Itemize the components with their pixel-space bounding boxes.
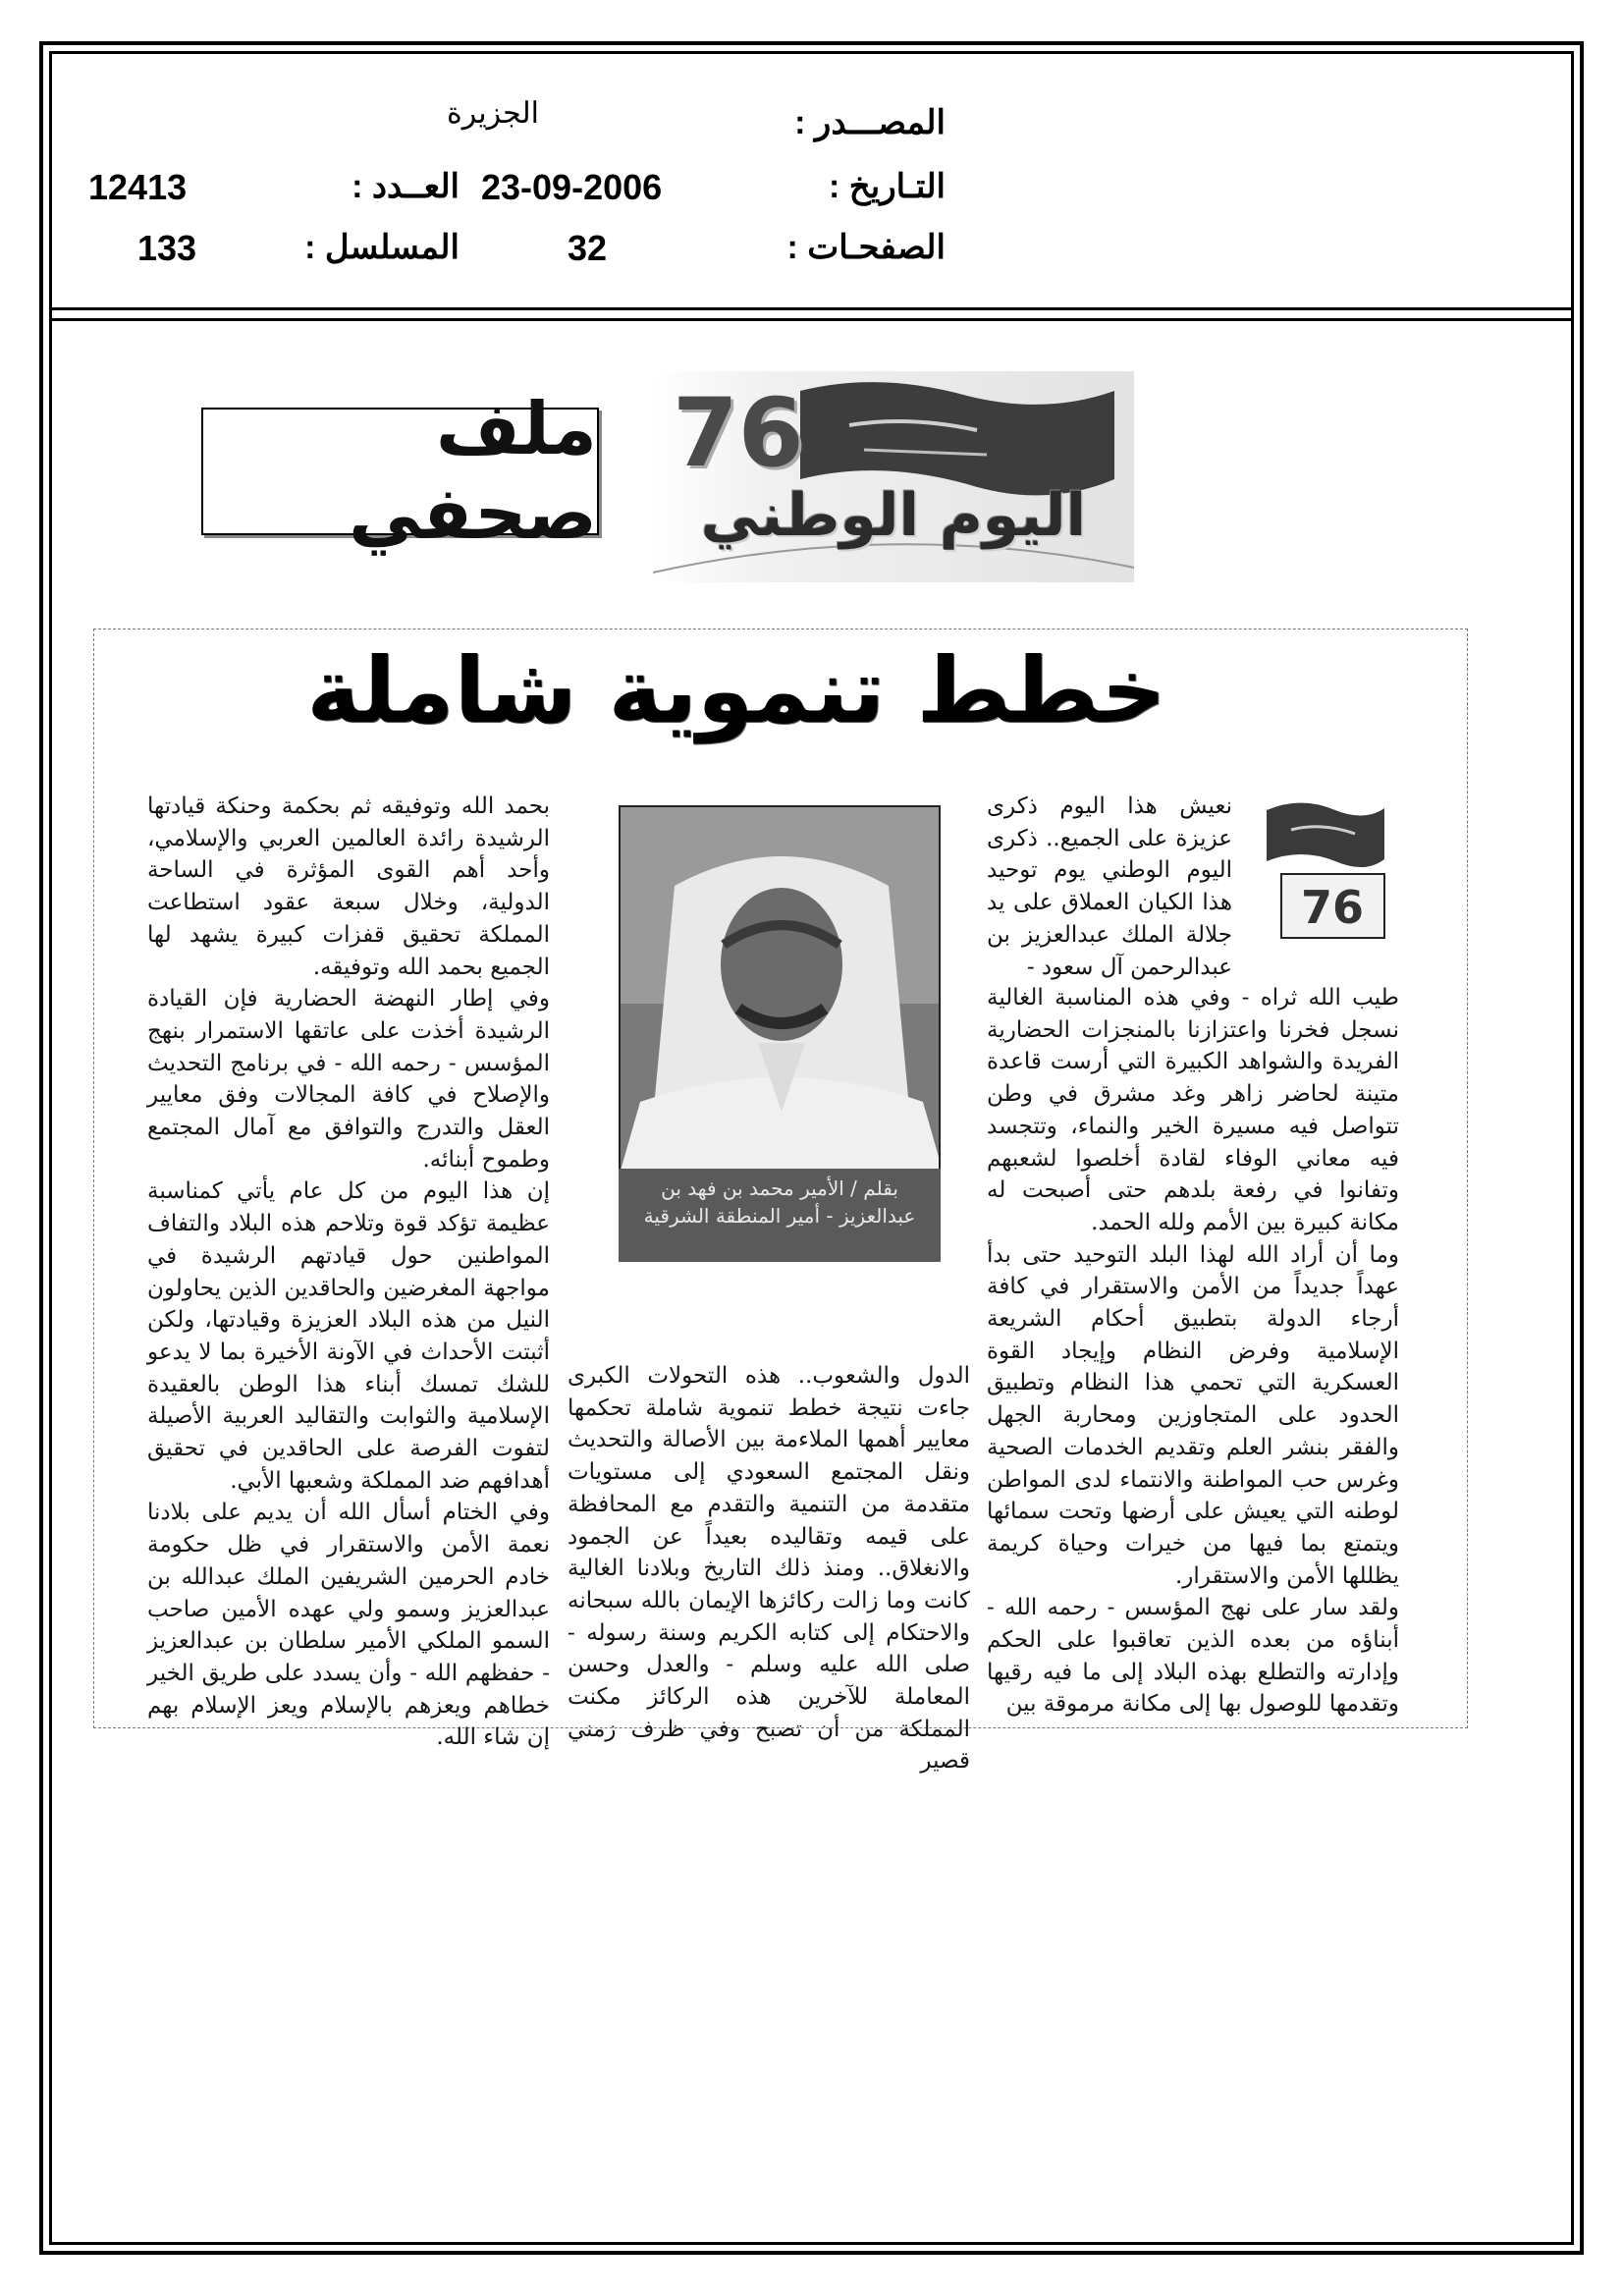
serial-label: المسلسل : (304, 229, 460, 266)
press-file-label: ملف صحفي (349, 387, 597, 556)
pages-label: الصفحـات : (786, 229, 946, 266)
column-left (147, 791, 550, 1754)
national-day-number: 76 (673, 378, 804, 488)
issue-label: العــدد : (352, 168, 460, 205)
paragraph: وفي إطار النهضة الحضارية فإن القيادة الرشيدة أخذت على عاتقها الاستمرار بنهج المؤسس - رحمه الله - في برنامج التحديث والإصلاح في كافة المجالات وفق معايير العقل والتدرج والتوافق مع آمال المجتمع وطموح أبنائه. (147, 986, 550, 1173)
national-day-title: اليوم الوطني (700, 481, 1087, 550)
issue-value: 12413 (88, 167, 188, 207)
paragraph: بحمد الله وتوفيقه ثم بحكمة وحنكة قيادتها الرشيدة رائدة العالمين العربي والإسلامي، وأحد أهم القوى المؤثرة في الساحة الدولية، وخلال سبعة عقود استطاعت المملكة تحقيق قفزات كبيرة يشهد لها الجميع بحمد الله وتوفيقه. (147, 793, 550, 980)
date-label: التـاريخ : (829, 168, 946, 205)
serial-value: 133 (137, 228, 197, 268)
author-byline: بقلم / الأمير محمد بن فهد بن عبدالعزيز - أمير المنطقة الشرقية (619, 1169, 941, 1262)
paragraph: وفي الختام أسأل الله أن يديم على بلادنا نعمة الأمن والاستقرار في ظل حكومة خادم الحرمين الشريفين الملك عبدالله بن عبدالعزيز وسمو ولي عهده الأمين صاحب السمو الملكي الأمير سلطان بن عبدالعزيز - حفظهم الله - وأن يسدد على طريق الخير خطاهم ويعزهم بالإسلام ويعز الإسلام بهم إن شاء الله. (147, 1500, 550, 1751)
column-right (987, 982, 1399, 1721)
header-divider-inner (49, 318, 1574, 321)
paragraph: طيب الله ثراه - وفي هذه المناسبة الغالية نسجل فخرنا واعتزازنا بالمنجزات الحضارية الفريدة والشواهد الكبيرة التي أرست قاعدة متينة لحاضر زاهر وغد مشرق في وطن تتواصل فيه مسيرة الخير والنماء، وتتجسد فيه معاني الوفاء لقادة أخلصوا لشعبهم وتفانوا في رفعة بلدهم حتى أصبحت له مكانة كبيرة بين الأمم ولله الحمد. (987, 985, 1399, 1235)
flag-number: 76 (1300, 881, 1365, 934)
paragraph: إن هذا اليوم من كل عام يأتي كمناسبة عظيمة تؤكد قوة وتلاحم هذه البلاد والتفاف المواطنين حول قيادتهم الرشيدة في مواجهة المغرضين والحاقدين الذين يحاولون النيل من هذه البلاد العزيزة وقيادتها، ولكن أثبتت الأحداث في الآونة الأخيرة بما لا يدعو للشك تمسك أبناء هذا الوطن بالعقيدة الإسلامية والثوابت والتقاليد العربية الأصيلة لتفوت الفرصة على الحاقدين في تحقيق أهدافهم ضد المملكة وشعبها الأبي. (147, 1178, 550, 1494)
header-divider (49, 307, 1574, 310)
column-right-intro: نعيش هذا اليوم ذكرى عزيزة على الجميع.. ذكرى اليوم الوطني يوم توحيد هذا الكيان العملاق على يد جلالة الملك عبدالعزيز بن عبدالرحمن آل سعود - (987, 793, 1232, 980)
flag-76-icon (1262, 791, 1389, 943)
pages-value: 32 (568, 228, 608, 268)
paragraph: ولقد سار على نهج المؤسس - رحمه الله - أبناؤه من بعده الذين تعاقبوا على الحكم وإدارته والتطلع بهذه البلاد إلى ما فيه رقيها وتقدمها للوصول بها إلى مكانة مرموقة بين (987, 1595, 1399, 1718)
press-file-box (201, 387, 599, 556)
date-value: 23-09-2006 (481, 167, 663, 207)
paragraph: وما أن أراد الله لهذا البلد التوحيد حتى بدأ عهداً جديداً من الأمن والاستقرار في كافة أرجاء الدولة بتطبيق أحكام الشريعة الإسلامية وفرض النظام وإيجاد القوة العسكرية التي تحمي هذا النظام وتطبيق الحدود على المتجاوزين ومحاربة الجهل والفقر بنشر العلم وتقديم الخدمات الصحية وغرس حب المواطنة والانتماء لدى المواطن لوطنه التي يعيش على أرضها وتحت سمائها ويتمتع بما فيها من خيرات وحياة كريمة يظللها الأمن والاستقرار. (987, 1241, 1399, 1589)
source-label: المصـــدر : (794, 104, 946, 141)
column-middle (568, 1360, 970, 1777)
paragraph: الدول والشعوب.. هذه التحولات الكبرى جاءت نتيجة خطط تنموية شاملة تحكمها معايير أهمها الملاءمة بين الأصالة والتحديث ونقل المجتمع السعودي إلى مستويات متقدمة من التنمية والتقدم مع المحافظة على قيمه وتقاليده بعيداً عن الجمود والانغلاق.. ومنذ ذلك التاريخ وبلادنا الغالية كانت وما زالت ركائزها الإيمان بالله سبحانه والاحتكام إلى كتابه الكريم وسنة رسوله - صلى الله عليه وسلم - والعدل وحسن المعاملة للآخرين هذه الركائز مكنت المملكة من أن تصبح وفي ظرف زمني قصير (568, 1363, 970, 1775)
article-title: خطط تنموية شاملة (306, 638, 1166, 743)
source-value: الجزيرة (447, 97, 540, 130)
